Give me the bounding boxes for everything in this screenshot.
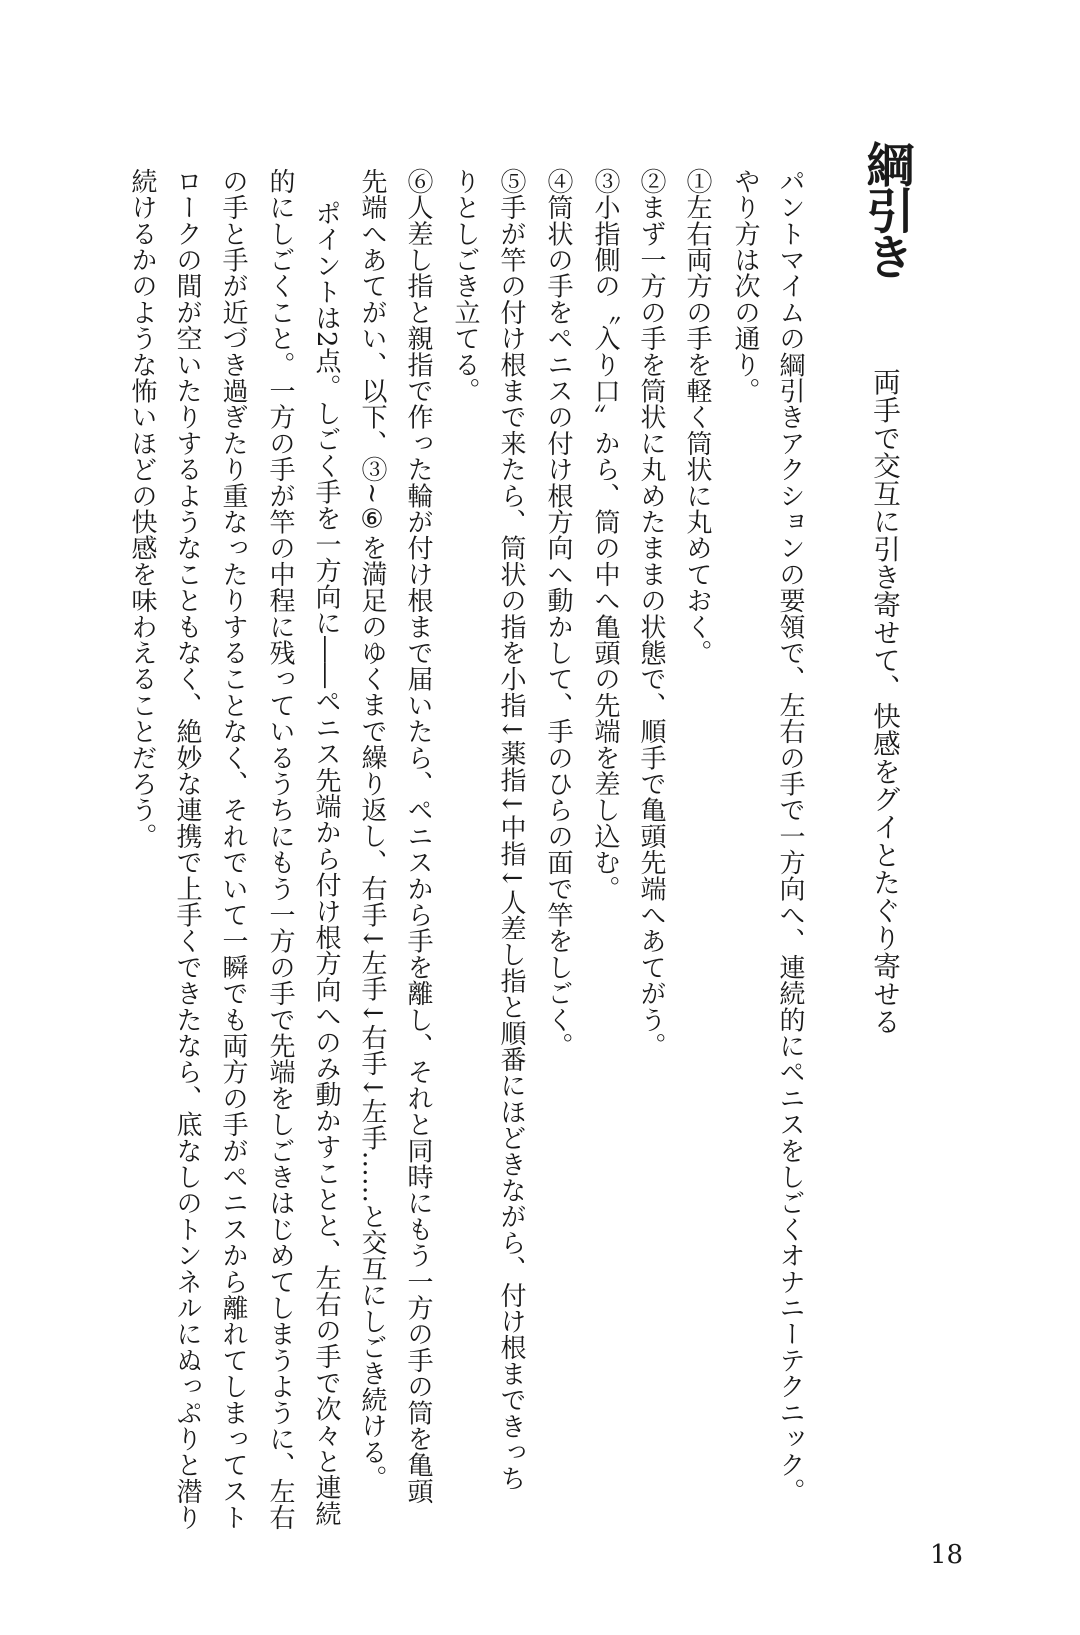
body-column: ロークの間が空いたりするようなこともなく、絶妙な連携で上手くできたなら、底なしのトンネルにぬっぷりと潜り [172, 168, 202, 1531]
body-column: 先端へあてがい、以下、③~⑥を満足のゆくまで繰り返し、右手↓左手↓右手↓左手……と交互にしごき続ける。 [357, 168, 387, 1492]
body-column: ③小指側の〝入り口〟から、筒の中へ亀頭の先端を差し込む。 [590, 168, 620, 902]
body-column: ⑤手が竿の付け根まで来たら、筒状の指を小指↓薬指↓中指↓人差し指と順番にほどきながら、付け根まできっち [496, 168, 526, 1492]
body-column: やり方は次の通り。 [730, 168, 760, 404]
body-column: パントマイムの綱引きアクションの要領で、左右の手で一方向へ、連続的にペニスをしごくオナニーテクニック。 [775, 168, 805, 1505]
body-column: ①左右両方の手を軽く筒状に丸めておく。 [682, 168, 712, 666]
section-title: 綱引き [858, 140, 914, 278]
body-column: ⑥人差し指と親指で作った輪が付け根まで届いたら、ペニスから手を離し、それと同時にもう一方の手の筒を亀頭 [403, 168, 433, 1505]
body-column: 的にしごくこと。一方の手が竿の中程に残っているうちにもう一方の手で先端をしごきはじめてしまうように、左右 [265, 168, 295, 1531]
body-column: りとしごき立てる。 [450, 168, 480, 404]
body-column: ④筒状の手をペニスの付け根方向へ動かして、手のひらの面で竿をしごく。 [543, 168, 573, 1059]
body-column: ②まず一方の手を筒状に丸めたままの状態で、順手で亀頭先端へあてがう。 [636, 168, 666, 1059]
section-subtitle: 両手で交互に引き寄せて、快感をグイとたぐり寄せる [868, 368, 900, 1036]
page-number: 18 [930, 1540, 964, 1570]
body-column: ポイントは2点。しごく手を一方向に――ペニス先端から付け根方向へのみ動かすことと、左右の手で次々と連続 [311, 200, 341, 1527]
body-column: 続けるかのような怖いほどの快感を味わえることだろう。 [127, 168, 157, 850]
body-column: の手と手が近づき過ぎたり重なったりすることなく、それでいて一瞬でも両方の手がペニスから離れてしまってスト [218, 168, 248, 1531]
